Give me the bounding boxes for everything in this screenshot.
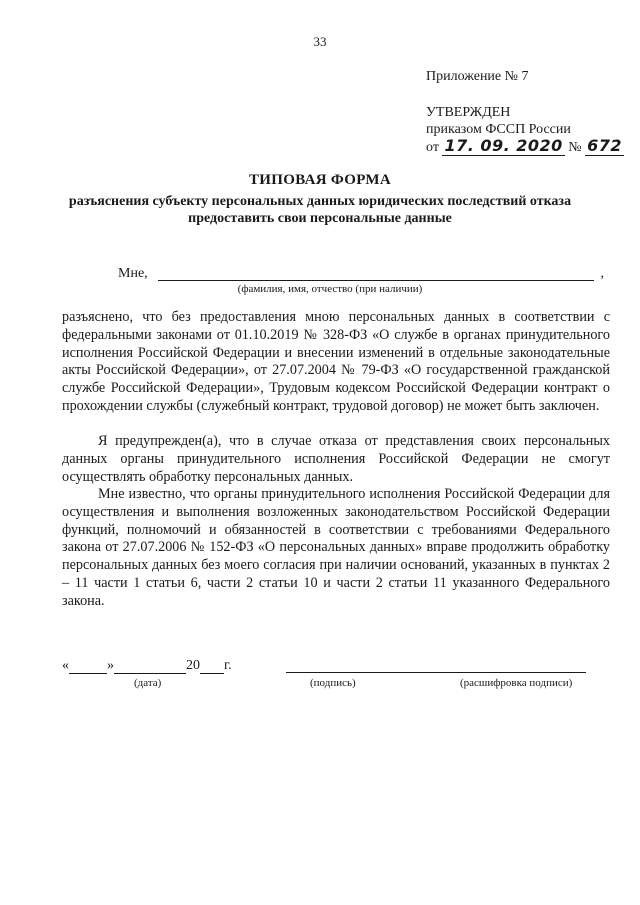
day-blank: [69, 659, 107, 674]
date-field: [62, 658, 232, 674]
approval-block: [426, 104, 624, 156]
handwritten-number-field: [585, 138, 624, 156]
year-blank: [200, 659, 224, 674]
month-blank: [114, 659, 186, 674]
fio-hint: (фамилия, имя, отчество (при наличии): [237, 283, 423, 295]
number-prefix: №: [568, 140, 582, 155]
signature-decode-blank: [406, 672, 586, 673]
form-title: ТИПОВАЯ ФОРМА: [249, 172, 391, 188]
handwritten-date-field: [442, 138, 564, 156]
paragraph-2-text: Я предупрежден(а), что в случае отказа от представления своих персональных данных органы принудительного исполнения Российской Федерации не смогут осуществлять обработку персональных данных.: [62, 433, 610, 485]
signature-caption: (подпись): [310, 677, 356, 689]
name-line: [118, 266, 604, 284]
handwritten-number: 672: [587, 136, 623, 155]
form-subtitle: разъяснения субъекту персональных данных юридических последствий отказа предоставить свои персональные данные: [68, 194, 572, 226]
fio-blank-line: [158, 280, 594, 281]
handwritten-date: 17. 09. 2020: [444, 136, 563, 155]
decode-caption: (расшифровка подписи): [460, 677, 573, 689]
order-date-line: [426, 138, 624, 156]
signature-row: [62, 658, 610, 692]
page-number: 33: [313, 34, 327, 49]
paragraph-1: [62, 309, 610, 416]
date-caption: (дата): [134, 677, 162, 689]
paragraph-3-text: Мне известно, что органы принудительного исполнения Российской Федерации для осуществления и выполнения возложенных законодательством Российской Федерации функций, полномочий и обязанностей в соответствии с требованиями Федерального закона от 27.07.2006 № 152-ФЗ «О персональных данных» вправе продолжить обработку персональных данных без моего согласия при наличии оснований, указанных в пунктах 2 – 11 части 1 статьи 6, части 2 статьи 10 и части 2 статьи 11 указанного Федерального закона.: [62, 486, 610, 609]
year-suffix: г.: [224, 658, 232, 673]
date-prefix: от: [426, 140, 439, 155]
close-quote: »: [107, 658, 114, 673]
signature-blank: [286, 672, 412, 673]
open-quote: «: [62, 658, 69, 673]
paragraph-1-text: разъяснено, что без предоставления мною персональных данных в соответствии с федеральными законами от 01.10.2019 № 328-ФЗ «О службе в органах принудительного исполнения Российской Федерации и внесении изменений в отдельные законодательные акты Российской Федерации», от 27.07.2004 № 79-ФЗ «О государственной гражданской службе Российской Федерации», Трудовым кодексом Российской Федерации контракт о прохождении службы (служебный контракт, трудовой договор) не может быть заключен.: [62, 309, 610, 414]
me-label: Мне,: [118, 266, 148, 281]
paragraph-3: [62, 486, 610, 611]
paragraph-2: [62, 433, 610, 486]
appendix-label: Приложение № 7: [426, 69, 529, 84]
order-of-line: приказом ФССП России: [426, 122, 571, 137]
year-prefix: 20: [186, 658, 200, 673]
approved-heading: УТВЕРЖДЕН: [426, 105, 511, 120]
me-comma: ,: [600, 266, 604, 281]
